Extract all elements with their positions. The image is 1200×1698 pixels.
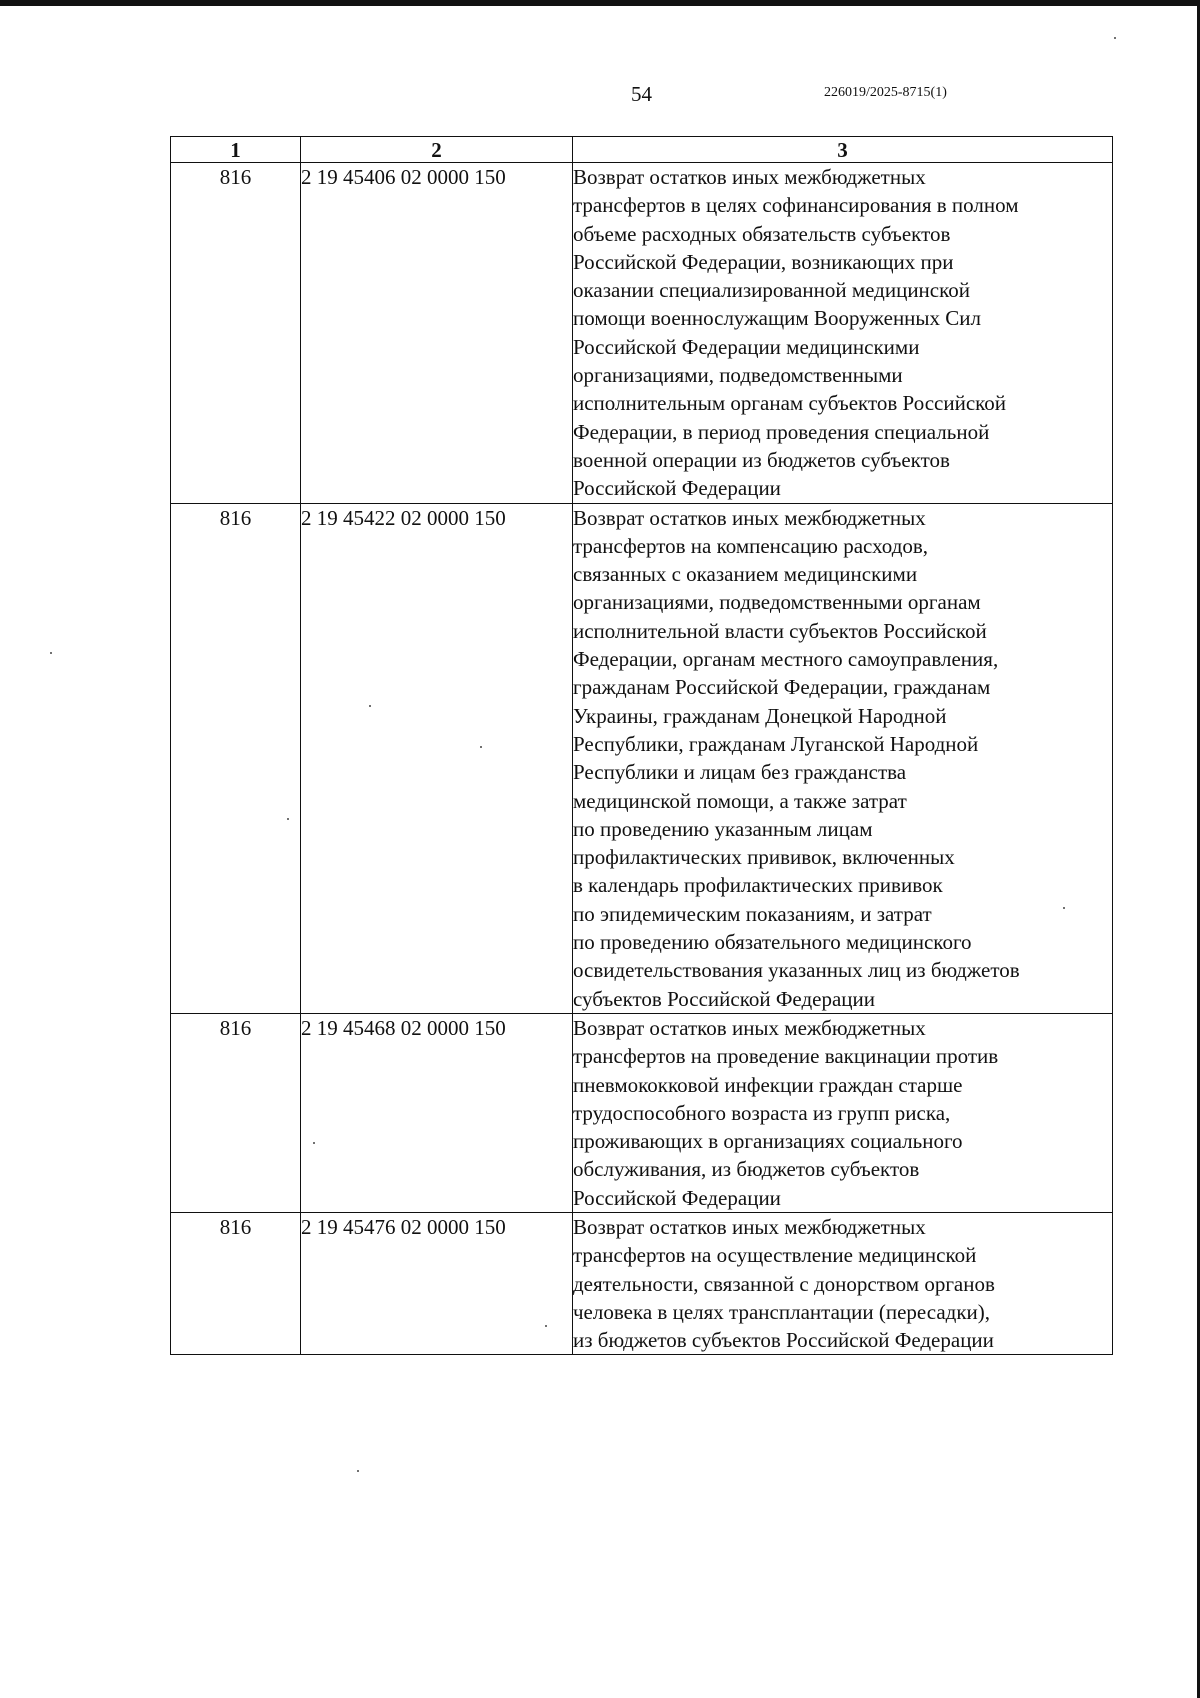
description-line: Российской Федерации, возникающих при	[573, 249, 954, 274]
description-line: гражданам Российской Федерации, гражданам	[573, 675, 991, 700]
income-code-cell: 2 19 45406 02 0000 150	[301, 163, 573, 504]
description-line: помощи военнослужащим Вооруженных Сил	[573, 306, 982, 331]
description-line: организациями, подведомственными	[573, 363, 903, 388]
description-line: по проведению обязательного медицинского	[573, 930, 972, 955]
description-line: субъектов Российской Федерации	[573, 986, 876, 1011]
description-line: Федерации, в период проведения специальной	[573, 419, 990, 444]
page-border-top	[0, 0, 1200, 6]
description-cell	[573, 1013, 1113, 1212]
description-line: пневмококковой инфекции граждан старше	[573, 1072, 963, 1097]
admin-code-cell: 816	[171, 163, 301, 504]
description-line: проживающих в организациях социального	[573, 1129, 963, 1154]
description-line: медицинской помощи, а также затрат	[573, 788, 907, 813]
column-header-1: 1	[171, 137, 301, 163]
scan-speck	[480, 746, 482, 748]
scan-speck	[369, 705, 371, 707]
description-line: Возврат остатков иных межбюджетных	[573, 1015, 926, 1040]
description-line: Федерации, органам местного самоуправления,	[573, 647, 999, 672]
description-line: Республики и лицам без гражданства	[573, 760, 907, 785]
description-line: организациями, подведомственными органам	[573, 590, 981, 615]
description-line: трансфертов на проведение вакцинации против	[573, 1044, 999, 1069]
table-row	[171, 163, 1113, 504]
description-line: человека в целях трансплантации (пересадки),	[573, 1299, 991, 1324]
admin-code-cell: 816	[171, 1013, 301, 1212]
description-line: Российской Федерации	[573, 476, 781, 501]
description-line: Российской Федерации медицинскими	[573, 334, 920, 359]
description-line: Украины, гражданам Донецкой Народной	[573, 703, 947, 728]
description-line: в календарь профилактических прививок	[573, 873, 943, 898]
description-line: исполнительным органам субъектов Российской	[573, 391, 1007, 416]
description-line: из бюджетов субъектов Российской Федерации	[573, 1328, 994, 1353]
column-header-2: 2	[301, 137, 573, 163]
description-line: трансфертов в целях софинансирования в полном	[573, 193, 1019, 218]
description-line: трудоспособного возраста из групп риска,	[573, 1100, 951, 1125]
description-line: освидетельствования указанных лиц из бюджетов	[573, 958, 1020, 983]
description-cell	[573, 1212, 1113, 1354]
budget-classification-table	[170, 136, 1113, 1355]
description-cell	[573, 163, 1113, 504]
description-line: обслуживания, из бюджетов субъектов	[573, 1157, 920, 1182]
scan-speck	[313, 1142, 315, 1144]
scan-speck	[1063, 907, 1065, 909]
scan-speck	[1114, 37, 1116, 39]
table-row	[171, 1013, 1113, 1212]
description-cell	[573, 503, 1113, 1013]
description-line: деятельности, связанной с донорством органов	[573, 1271, 995, 1296]
description-line: Возврат остатков иных межбюджетных	[573, 165, 926, 189]
table-header	[171, 137, 1113, 163]
admin-code-cell: 816	[171, 1212, 301, 1354]
description-line: профилактических прививок, включенных	[573, 845, 955, 870]
column-header-3: 3	[573, 137, 1113, 163]
scan-speck	[545, 1325, 547, 1327]
scan-speck	[357, 1470, 359, 1472]
description-line: оказании специализированной медицинской	[573, 278, 970, 303]
income-code-cell: 2 19 45468 02 0000 150	[301, 1013, 573, 1212]
income-code-cell: 2 19 45476 02 0000 150	[301, 1212, 573, 1354]
scan-speck	[287, 818, 289, 820]
table-row	[171, 1212, 1113, 1354]
table-row	[171, 503, 1113, 1013]
table-header-row	[171, 137, 1113, 163]
description-line: Российской Федерации	[573, 1185, 781, 1210]
page-number: 54	[631, 82, 652, 106]
description-line: объеме расходных обязательств субъектов	[573, 221, 951, 246]
admin-code-cell: 816	[171, 503, 301, 1013]
description-line: трансфертов на осуществление медицинской	[573, 1243, 977, 1268]
description-line: военной операции из бюджетов субъектов	[573, 447, 950, 472]
description-line: Возврат остатков иных межбюджетных	[573, 1214, 926, 1239]
description-line: связанных с оказанием медицинскими	[573, 562, 918, 587]
description-line: по эпидемическим показаниям, и затрат	[573, 901, 932, 926]
description-line: Республики, гражданам Луганской Народной	[573, 731, 979, 756]
table-body	[171, 163, 1113, 1355]
scan-speck	[50, 652, 52, 654]
document-reference: 226019/2025-8715(1)	[824, 85, 947, 100]
income-code-cell: 2 19 45422 02 0000 150	[301, 503, 573, 1013]
description-line: Возврат остатков иных межбюджетных	[573, 505, 926, 530]
description-line: исполнительной власти субъектов Российской	[573, 618, 987, 643]
description-line: по проведению указанным лицам	[573, 816, 873, 841]
description-line: трансфертов на компенсацию расходов,	[573, 533, 929, 558]
